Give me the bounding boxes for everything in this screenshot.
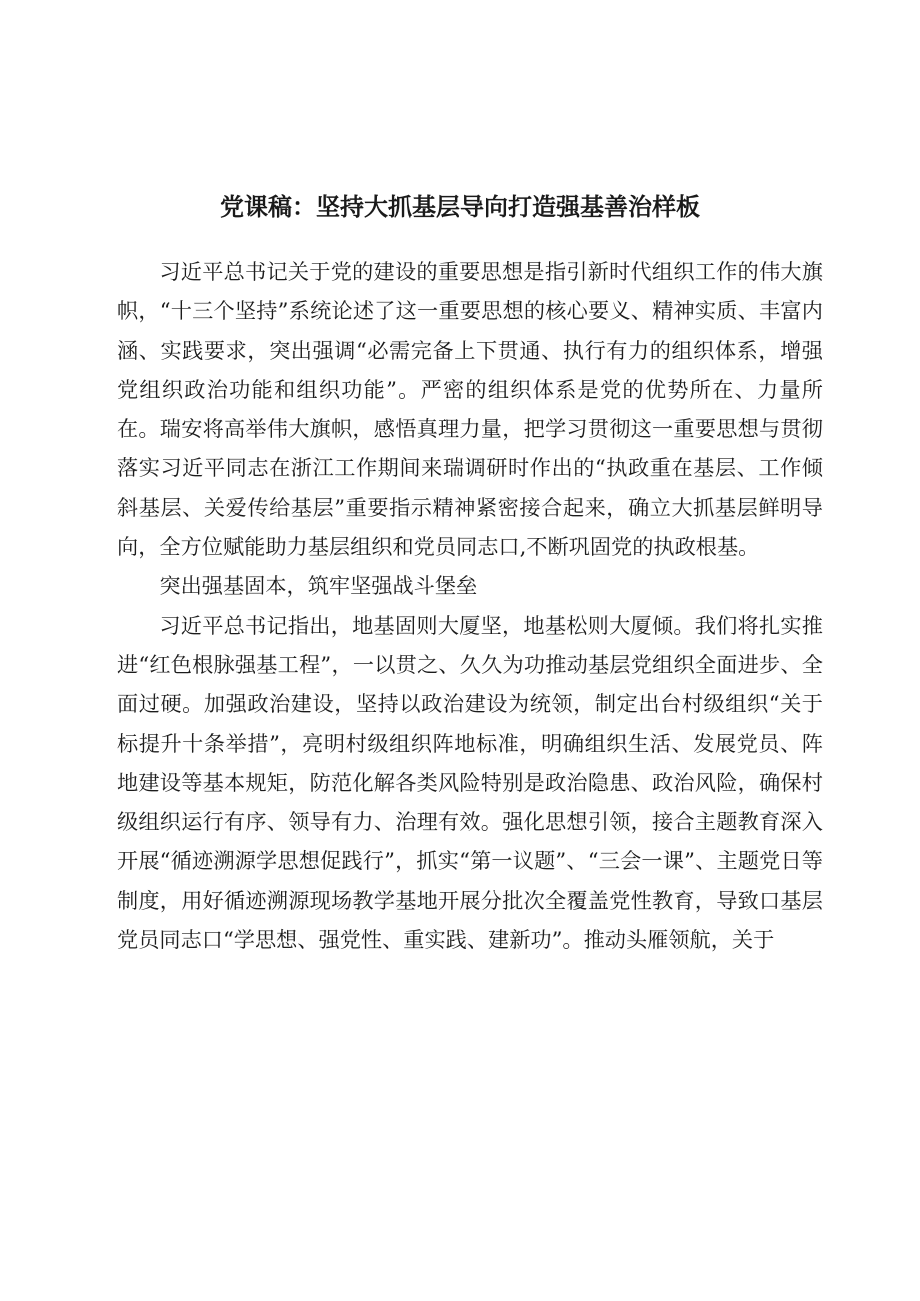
body-paragraph: 习近平总书记指出，地基固则大厦坚，地基松则大厦倾。我们将扎实推进“红色根脉强基工程”，一以贯之、久久为功推动基层党组织全面进步、全面过硬。加强政治建设，坚持以政治建设为统领，制定出台村级组织“关于标提升十条举措”，亮明村级组织阵地标准，明确组织生活、发展党员、阵地建设等基本规矩，防范化解各类风险特别是政治隐患、政治风险，确保村级组织运行有序、领导有力、治理有效。强化思想引领，接合主题教育深入开展“循迹溯源学思想促践行”，抓实“第一议题”、“三会一课”、主题党日等制度，用好循迹溯源现场教学基地开展分批次全覆盖党性教育，导致口基层党员同志口“学思想、强党性、重实践、建新功”。推动头雁领航，关于 [117,612,823,953]
document-title: 党课稿：坚持大抓基层导向打造强基善治样板 [220,193,700,221]
body-paragraph: 习近平总书记关于党的建设的重要思想是指引新时代组织工作的伟大旗帜，“十三个坚持”系统论述了这一重要思想的核心要义、精神实质、丰富内涵、实践要求，突出强调“必需完备上下贯通、执行有力的组织体系，增强党组织政治功能和组织功能”。严密的组织体系是党的优势所在、力量所在。瑞安将高举伟大旗帜，感悟真理力量，把学习贯彻这一重要思想与贯彻落实习近平同志在浙江工作期间来瑞调研时作出的“执政重在基层、工作倾斜基层、关爱传给基层”重要指示精神紧密接合起来，确立大抓基层鲜明导向，全方位赋能助力基层组织和党员同志口,不断巩固党的执政根基。 [117,259,823,560]
document-body [117,252,823,959]
section-heading: 突出强基固本，筑牢坚强战斗堡垒 [159,573,478,599]
